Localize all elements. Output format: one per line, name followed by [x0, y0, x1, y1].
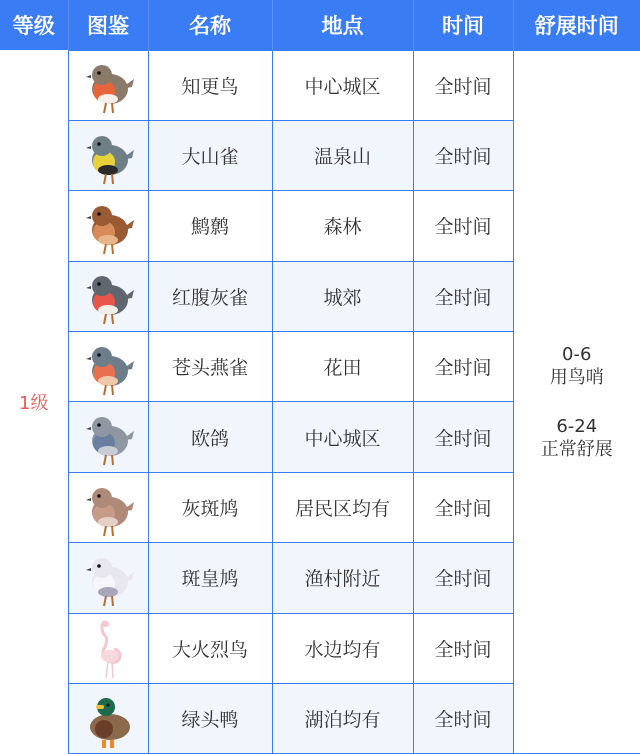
bird-image-cell — [68, 472, 148, 542]
bird-name: 红腹灰雀 — [148, 261, 272, 331]
bird-time: 全时间 — [413, 472, 513, 542]
bird-location: 花田 — [272, 332, 413, 402]
bullfinch-icon — [76, 264, 140, 328]
bird-location: 水边均有 — [272, 613, 413, 683]
bird-name: 大山雀 — [148, 120, 272, 190]
bird-time: 全时间 — [413, 120, 513, 190]
wren-icon — [76, 194, 140, 258]
bird-name: 大火烈鸟 — [148, 613, 272, 683]
bird-name: 斑皇鸠 — [148, 543, 272, 613]
header-image: 图鉴 — [68, 0, 148, 50]
header-name: 名称 — [148, 0, 272, 50]
comfort-desc: 用鸟哨 — [549, 366, 604, 388]
bird-name: 绿头鸭 — [148, 684, 272, 754]
bird-location: 森林 — [272, 191, 413, 261]
flamingo-icon — [76, 616, 140, 680]
collared-dove-icon — [76, 476, 140, 540]
comfort-block-whistle — [514, 343, 640, 389]
bird-location: 中心城区 — [272, 50, 413, 120]
bird-location: 中心城区 — [272, 402, 413, 472]
pigeon-icon — [76, 405, 140, 469]
bird-name: 苍头燕雀 — [148, 332, 272, 402]
bird-image-cell — [68, 684, 148, 754]
robin-icon — [76, 53, 140, 117]
bird-location: 城郊 — [272, 261, 413, 331]
bird-image-cell — [68, 120, 148, 190]
bird-time: 全时间 — [413, 50, 513, 120]
bird-image-cell — [68, 261, 148, 331]
bird-image-cell — [68, 402, 148, 472]
header-row — [0, 0, 640, 50]
comfort-range: 6-24 — [556, 415, 598, 437]
header-location: 地点 — [272, 0, 413, 50]
header-time: 时间 — [413, 0, 513, 50]
bird-location: 渔村附近 — [272, 543, 413, 613]
bird-name: 鹪鹩 — [148, 191, 272, 261]
bird-location: 居民区均有 — [272, 472, 413, 542]
bird-location: 温泉山 — [272, 120, 413, 190]
bird-location: 湖泊均有 — [272, 684, 413, 754]
comfort-range: 0-6 — [562, 343, 592, 365]
mallard-icon — [76, 687, 140, 751]
bird-time: 全时间 — [413, 543, 513, 613]
bird-time: 全时间 — [413, 261, 513, 331]
bird-image-cell — [68, 332, 148, 402]
bird-name: 欧鸽 — [148, 402, 272, 472]
level-cell: 1级 — [0, 50, 68, 754]
bird-image-cell — [68, 50, 148, 120]
bird-time: 全时间 — [413, 613, 513, 683]
header-level: 等级 — [0, 0, 68, 50]
comfort-desc: 正常舒展 — [540, 438, 613, 460]
imperial-pigeon-icon — [76, 546, 140, 610]
comfort-time-cell — [513, 50, 640, 754]
bird-time: 全时间 — [413, 191, 513, 261]
table-row — [0, 50, 640, 120]
bird-image-cell — [68, 543, 148, 613]
comfort-block-normal — [514, 415, 640, 461]
great-tit-icon — [76, 124, 140, 188]
chaffinch-icon — [76, 335, 140, 399]
bird-image-cell — [68, 191, 148, 261]
header-comfort-time: 舒展时间 — [513, 0, 640, 50]
bird-name: 灰斑鸠 — [148, 472, 272, 542]
bird-time: 全时间 — [413, 402, 513, 472]
bird-time: 全时间 — [413, 332, 513, 402]
bird-name: 知更鸟 — [148, 50, 272, 120]
bird-image-cell — [68, 613, 148, 683]
bird-time: 全时间 — [413, 684, 513, 754]
